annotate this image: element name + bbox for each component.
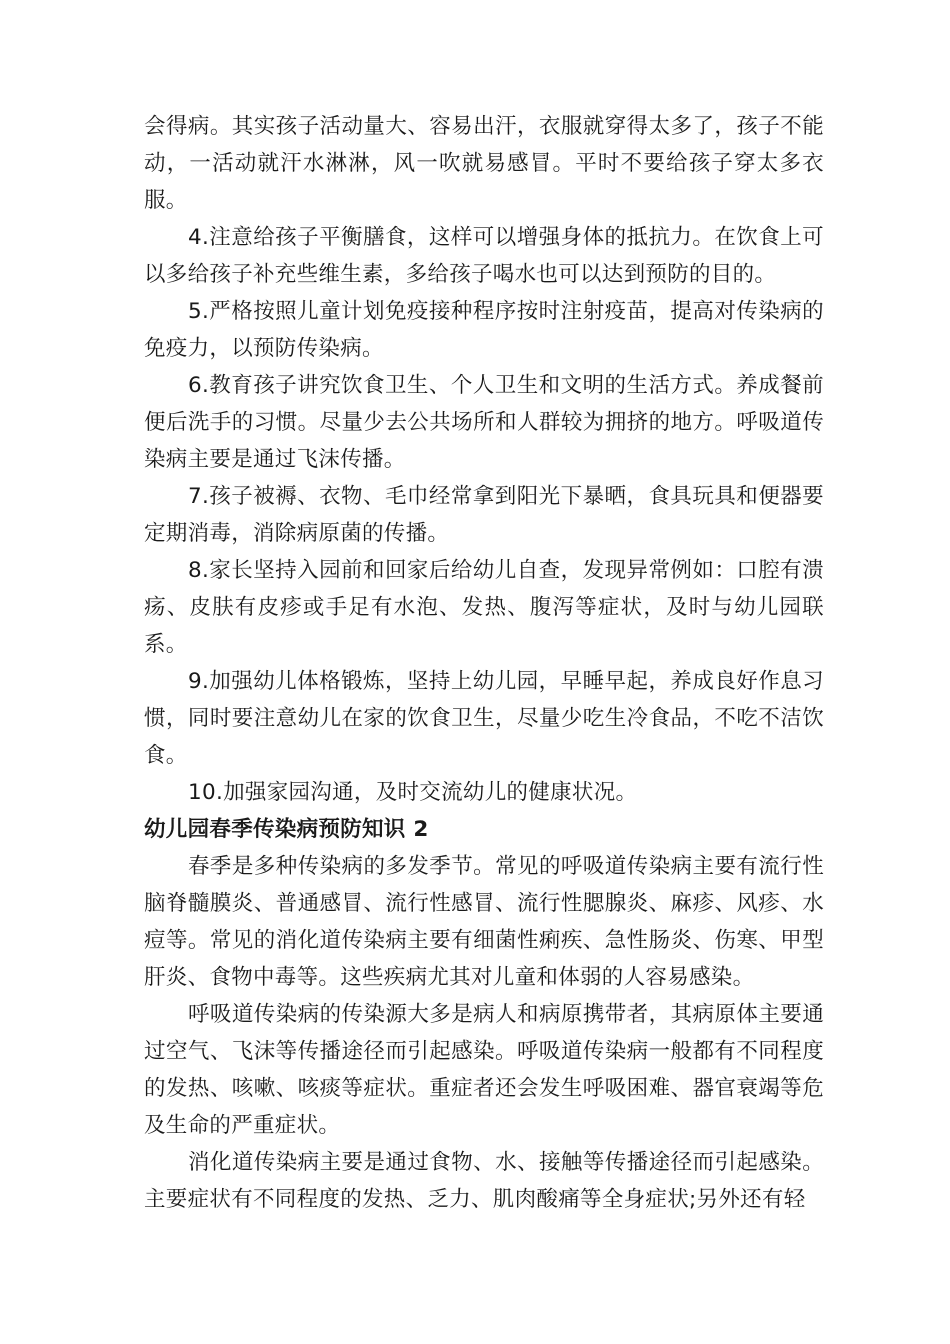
paragraph-item-9: 9.加强幼儿体格锻炼，坚持上幼儿园，早睡早起，养成良好作息习惯，同时要注意幼儿在家的饮食卫生，尽量少吃生冷食品，不吃不洁饮食。	[144, 669, 824, 768]
paragraph-item-4: 4.注意给孩子平衡膳食，这样可以增强身体的抵抗力。在饮食上可以多给孩子补充些维生素，多给孩子喝水也可以达到预防的目的。	[144, 225, 824, 287]
document-page	[144, 108, 824, 1218]
paragraph-digestive: 消化道传染病主要是通过食物、水、接触等传播途径而引起感染。主要症状有不同程度的发热、乏力、肌肉酸痛等全身症状;另外还有轻	[144, 1150, 824, 1212]
paragraph-respiratory: 呼吸道传染病的传染源大多是病人和病原携带者，其病原体主要通过空气、飞沫等传播途径而引起感染。呼吸道传染病一般都有不同程度的发热、咳嗽、咳痰等症状。重症者还会发生呼吸困难、器官衰竭等危及生命的严重症状。	[144, 1002, 824, 1138]
paragraph-item-6: 6.教育孩子讲究饮食卫生、个人卫生和文明的生活方式。养成餐前便后洗手的习惯。尽量少去公共场所和人群较为拥挤的地方。呼吸道传染病主要是通过飞沫传播。	[144, 373, 824, 472]
paragraph-item-7: 7.孩子被褥、衣物、毛巾经常拿到阳光下暴晒，食具玩具和便器要定期消毒，消除病原菌的传播。	[144, 484, 824, 546]
paragraph-item-5: 5.严格按照儿童计划免疫接种程序按时注射疫苗，提高对传染病的免疫力，以预防传染病。	[144, 299, 824, 361]
section-heading: 幼儿园春季传染病预防知识 2	[144, 817, 429, 842]
paragraph-item-8: 8.家长坚持入园前和回家后给幼儿自查，发现异常例如：口腔有溃疡、皮肤有皮疹或手足有水泡、发热、腹泻等症状，及时与幼儿园联系。	[144, 558, 824, 657]
paragraph-intro: 春季是多种传染病的多发季节。常见的呼吸道传染病主要有流行性脑脊髓膜炎、普通感冒、流行性感冒、流行性腮腺炎、麻疹、风疹、水痘等。常见的消化道传染病主要有细菌性痢疾、急性肠炎、伤寒、甲型肝炎、食物中毒等。这些疾病尤其对儿童和体弱的人容易感染。	[144, 854, 824, 990]
paragraph-continuation: 会得病。其实孩子活动量大、容易出汗，衣服就穿得太多了，孩子不能动，一活动就汗水淋淋，风一吹就易感冒。平时不要给孩子穿太多衣服。	[144, 114, 824, 213]
paragraph-item-10: 10.加强家园沟通，及时交流幼儿的健康状况。	[188, 780, 638, 805]
